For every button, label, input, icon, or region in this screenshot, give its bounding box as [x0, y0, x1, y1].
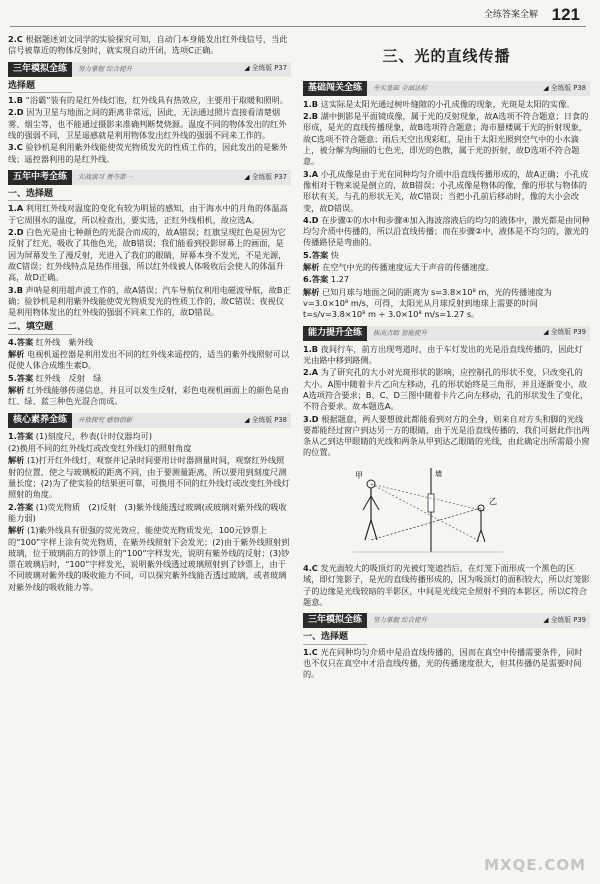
band-tag: 基础闯关全练 — [303, 81, 367, 96]
answer-text: (1)紫外线具有很强的荧光效应，能使荧光物质发光，100元钞票上的“100”字样上涂有荧光物质，在紫外线照射下会发光；(2)由于紫外线照射到玻璃，位于玻璃前方的钞票上的“100”字样发光，说明有紫外线的反射；(3)钞票在玻璃后时，“100”字样发光，说明紫外线透过玻璃照射到了钞票上，由于不同玻璃对紫外线的吸收能力不同，可以探究紫外线能否透过玻璃，或者玻璃对紫外线的吸收能力等。 — [8, 525, 290, 592]
section-band-jichu — [303, 81, 590, 96]
section-heading: 一、选择题 — [303, 631, 367, 644]
band-motto: 开放探究 感悟创新 — [78, 415, 133, 424]
answer-number: 3.A — [303, 168, 319, 179]
header-rule — [10, 26, 586, 27]
answer-number: 3.B — [8, 284, 24, 295]
answer-item — [8, 203, 291, 226]
answer-text: 发光面较大的吸顶灯的光被灯笼遮挡后，在灯笼下面形成一个黑色的区域，即灯笼影子，是光的直线传播形成的，因为吸顶灯的面积较大，所以灯笼影子的边缘是光线较暗的半影区，中间是光线完全照射不到的本影区，所以C符合题意。 — [303, 563, 590, 607]
answer-item — [8, 431, 291, 442]
answer-item — [303, 414, 590, 459]
left-column — [8, 34, 291, 876]
answer-number: 1.B — [303, 98, 319, 109]
answer-number: 5.答案 — [303, 249, 329, 260]
answer-number: 解析 — [303, 262, 320, 273]
answer-number: 1.A — [8, 203, 24, 214]
answer-text: 根据题意，两人要想彼此都能看到对方的全身，则来自对方头和脚的光线要都能经过窗户到达另一方的眼睛，由于光是沿直线传播的，我们可据此作出两条从乙到达甲眼睛的光线和两条从甲到达乙眼睛的光线，由此确定出所需最小窗的位置。 — [303, 413, 590, 458]
answer-item — [8, 525, 291, 593]
answer-text: 在步骤①的水中和步骤④加入海波溶液后的均匀的液体中，激光都是由同种均匀介质中传播的，所以沿直线传播；而在步骤②中，液体是不均匀的，激光的传播路径是弯曲的。 — [303, 214, 590, 248]
header-title: 全练答案全解 — [483, 10, 538, 20]
answer-text: 快 — [330, 249, 339, 260]
page-header — [0, 0, 600, 26]
answer-item — [8, 455, 291, 500]
answer-item — [8, 107, 291, 141]
answer-item — [303, 169, 590, 214]
answer-text: 红外线 反射 绿 — [35, 372, 102, 383]
window-sightline-figure — [353, 464, 503, 556]
answer-text: 白色光是由七种颜色的光混合而成的，故A错误；红旗呈现红色是因为它反射了红光，吸收了其他色光，故B错误；我们能看到投影屏幕上的画面，是因为屏幕发生了漫反射，光进入了我们的眼睛，屏幕本身不发光，不是光源，故C错误；红外线特点是热作用强，所以红外线被人体吸收后会使人的体温升高，故D正确。 — [8, 226, 287, 283]
answer-number: 解析 — [8, 455, 25, 466]
band-motto: 拔高点睛 智能提升 — [373, 328, 428, 337]
answer-item — [303, 287, 590, 321]
answer-item — [8, 385, 291, 408]
answer-item — [8, 285, 291, 319]
answer-text: 声呐是利用超声波工作的，故A错误；汽车导航仪利用电磁波导航，故B正确；验钞机是利用紫外线能使荧光物质发光的性质工作的，故C错误；夜视仪是利用物体发出的红外线的强弱不同来工作的，故D错误。 — [8, 284, 291, 318]
answer-number: 解析 — [8, 349, 25, 360]
answer-list — [303, 99, 590, 321]
answer-item — [303, 250, 590, 261]
answer-list — [8, 95, 291, 165]
answer-item — [8, 95, 291, 106]
answer-text: (1)打开红外线灯，观察并记录时间要用计时器测量时间，观察红外线照射的位置，使之与玻璃板的距离不同，由于要测量距离，所以要用到刻度尺测量长度；(2)为了使实验的结果更可靠，可换用不同的红外线灯或改变红外线灯照射的角度。 — [8, 455, 290, 500]
band-motto: 夯实基础 全面达标 — [373, 83, 428, 92]
window-opening — [428, 494, 434, 512]
answer-item — [8, 373, 291, 384]
answer-text: 这实际是太阳光通过树叶缝隙的小孔成像的现象，光斑是太阳的实像。 — [320, 98, 575, 109]
answer-list — [303, 563, 590, 608]
answer-number: 解析 — [8, 385, 25, 396]
answer-number: 1.答案 — [8, 430, 34, 441]
answer-number: 2.B — [303, 111, 319, 121]
person-b-label: 乙 — [489, 496, 497, 506]
section-heading: 二、填空题 — [8, 321, 72, 334]
answer-number: 解析 — [8, 525, 25, 536]
section-heading: 选择题 — [8, 80, 72, 93]
band-tag: 能力提升全练 — [303, 326, 367, 341]
answer-list — [303, 647, 590, 681]
answer-text: 1.27 — [330, 274, 350, 285]
answer-number: 2.C — [8, 34, 23, 44]
answer-item — [8, 349, 291, 372]
band-tag: 五年中考全练 — [8, 170, 72, 185]
answer-item — [303, 274, 590, 285]
band-ref: ◢ 全练版 P37 — [244, 64, 287, 73]
answer-text: (1)荧光物质 (2)反射 (3)紫外线能透过玻璃(或玻璃对紫外线的吸收能力弱) — [8, 501, 287, 523]
answer-text: 根据题述刘文同学的实验探究可知，自动门本身能发出红外线信号，当此信号被靠近的物体反射时，就实现自动开闭，选项C正确。 — [8, 34, 288, 56]
band-tag: 核心素养全练 — [8, 413, 72, 428]
answer-item — [8, 142, 291, 165]
answer-item — [8, 443, 291, 454]
answer-item — [303, 111, 590, 168]
answer-text: 验钞机是利用紫外线能使荧光物质发光的性质工作的，因此发出的是紫外线；遥控器利用的是红外线。 — [8, 142, 288, 164]
section-band-wunian — [8, 170, 291, 185]
band-ref: ◢ 全练版 P39 — [543, 616, 586, 625]
answer-number: 2.A — [303, 367, 319, 378]
answer-list — [8, 431, 291, 593]
answer-list — [8, 203, 291, 318]
answer-item — [8, 227, 291, 284]
answer-number: 2.答案 — [8, 501, 34, 512]
answer-number: 1.B — [8, 95, 24, 106]
answer-number: 1.B — [303, 343, 319, 354]
wall-label: 墙 — [435, 469, 442, 478]
answer-text: 为了研究孔的大小对光斑形状的影响，应控制孔的形状不变，只改变孔的大小。A图中随着卡片乙向左移动，孔的形状始终是三角形，并且逐渐变小，故A选项符合要求；B、C、D三图中随着卡片乙向左移动，孔的形状发生了变化，不符合要求。故本题选A。 — [303, 367, 589, 412]
band-motto: 实战演习 勇夺第一 — [78, 172, 133, 181]
answer-item — [303, 344, 590, 367]
answer-number: 4.答案 — [8, 336, 34, 347]
section-heading: 一、选择题 — [8, 188, 72, 201]
answer-item — [8, 337, 291, 348]
watermark: MXQE.COM — [484, 856, 586, 875]
answer-text: 夜间行车，前方出现弯道时，由于车灯发出的光是沿直线传播的，因此灯光由路中移到路侧。 — [303, 343, 583, 365]
answer-text: 已知月球与地面之间的距离为 s=3.8×10⁸ m，光的传播速度为 v=3.0×10⁸ m/s，可得，太阳光从月球反射到地球上需要的时间 t=s/v=3.8×10⁸ m ÷ 3.0×10⁸ m/s=1.27 s。 — [303, 286, 552, 320]
answer-text: 红外线能够传递信息，并且可以发生反射，彩色电视机画面上的颜色是由红、绿、蓝三种色光混合而成。 — [8, 385, 290, 407]
answer-item — [8, 502, 291, 525]
page-number: 121 — [551, 5, 580, 24]
sight-lines — [371, 484, 485, 542]
answer-item — [303, 99, 590, 110]
chapter-title: 三、光的直线传播 — [382, 47, 511, 65]
answer-number: 3.D — [303, 413, 319, 424]
answer-text: 电视机遥控器是利用发出不同的红外线来遥控的，适当的紫外线照射可以促使人体合成维生素D。 — [8, 349, 290, 371]
answer-number: 2.D — [8, 107, 24, 118]
right-column — [303, 34, 590, 876]
band-ref: ◢ 全练版 P39 — [543, 328, 586, 337]
band-motto: 努力掌握 综合提升 — [78, 64, 133, 73]
answer-item — [303, 367, 590, 412]
answer-text: (1)刻度尺，秒表(计时仪器均可) — [35, 430, 153, 441]
answer-text: (2)换用不同的红外线灯或改变红外线灯的照射角度 — [8, 443, 192, 454]
answer-list — [303, 344, 590, 459]
answer-text: 利用红外线对温度的变化有较为明显的感知，由于海水中的月角的体温高于它周围水的温度，所以检查出，要实选，正红外线相机，故应选A。 — [8, 203, 288, 225]
answer-text: 小孔成像是由于光在同种均匀介质中沿直线传播形成的，故A正确；小孔成像相对于物来说是倒立的，故B错误；小孔成像是物体的像，像的形状与物体的形状有关，与孔的形状无关，故C错误；当把小孔前后移动时，像的大小会改变，故D错误。 — [303, 168, 589, 213]
answer-number: 4.C — [303, 563, 318, 574]
band-ref: ◢ 全练版 P37 — [244, 173, 287, 182]
section-band-sannian — [8, 62, 291, 77]
answer-text: “浴霸”装有的是红外线灯泡，红外线具有热效应，主要用于取暖和照明。 — [25, 95, 288, 106]
band-ref: ◢ 全练版 P38 — [543, 84, 586, 93]
answer-text: 红外线 紫外线 — [35, 336, 94, 347]
answer-number: 3.C — [8, 142, 23, 153]
answer-list — [8, 337, 291, 408]
answer-item — [303, 215, 590, 249]
answer-number: 6.答案 — [303, 274, 329, 285]
answer-number: 5.答案 — [8, 372, 34, 383]
section-band-nengli — [303, 326, 590, 341]
answer-item — [8, 34, 291, 57]
answer-text: 光在同种均匀介质中是沿直线传播的，因而在真空中传播需要条件，同时也不仅只在真空中才沿直线传播，光的传播速度很大，但其传播仍是需要时间的。 — [303, 646, 583, 680]
section-band-sannian-2 — [303, 613, 590, 628]
answer-text: 因为卫星与地面之间的距离非常远，因此，无法通过照片直接看清楚烟雾、烟尘等，也不能通过摄影来准确判断焚烧源。温度不同的物体发出的红外线的强弱不同，卫星遥感就是利用物体发出红外线的强弱不同来工作的。 — [8, 107, 287, 140]
answer-number: 2.D — [8, 226, 24, 237]
answer-text: 在空气中光的传播速度远大于声音的传播速度。 — [322, 262, 494, 273]
answer-number: 解析 — [303, 286, 320, 297]
answer-number: 4.D — [303, 214, 319, 225]
answer-item — [303, 262, 590, 273]
band-ref: ◢ 全练版 P38 — [244, 416, 287, 425]
answer-number: 1.C — [303, 646, 318, 657]
band-motto: 努力掌握 综合提升 — [373, 616, 428, 625]
answer-text: 湖中倒影是平面镜成像，属于光的反射现象，故A选项不符合题意；日食的形成，是光的直线传播现象，故B选项符合题意；海市蜃楼属于光的折射现象，故C选项不符合题意；雨后天空出现彩虹，是由于太阳光照到空气中的小水滴上，被分解为绚丽的七色光，即光的色散，属于光的折射，故D选项不符合题意。 — [303, 111, 589, 167]
intro-list — [8, 34, 291, 57]
section-band-hexin — [8, 413, 291, 428]
answer-item — [303, 647, 590, 681]
band-tag: 三年模拟全练 — [303, 613, 367, 628]
answer-item — [303, 563, 590, 608]
person-a-label: 甲 — [355, 470, 363, 480]
band-tag: 三年模拟全练 — [8, 62, 72, 77]
